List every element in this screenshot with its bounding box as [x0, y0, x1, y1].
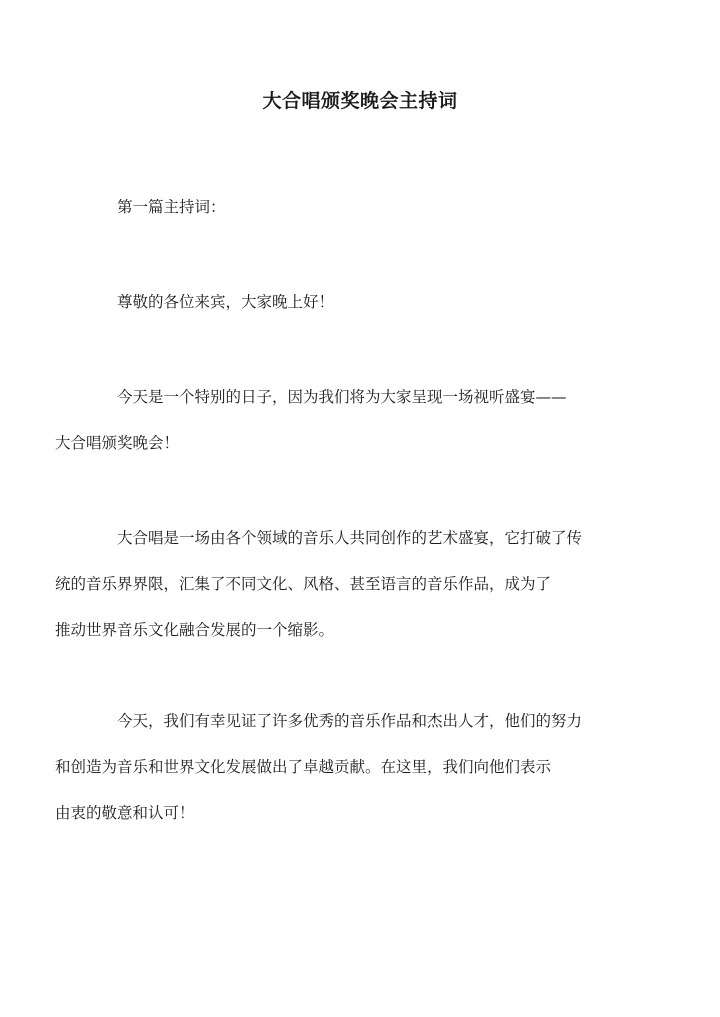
paragraph-line: 第一篇主持词： — [117, 198, 226, 216]
paragraph-line: 今天，我们有幸见证了许多优秀的音乐作品和杰出人才，他们的努力 — [117, 712, 583, 730]
paragraph-line: 由衷的敬意和认可！ — [55, 804, 195, 822]
paragraph-description — [55, 515, 646, 653]
paragraph-line: 统的音乐界界限，汇集了不同文化、风格、甚至语言的音乐作品，成为了 — [55, 575, 552, 593]
paragraph-line: 尊敬的各位来宾，大家晚上好！ — [117, 293, 335, 311]
document-title: 大合唱颁奖晚会主持词 — [262, 90, 458, 112]
paragraph-line: 推动世界音乐文化融合发展的一个缩影。 — [55, 621, 335, 639]
paragraph-intro — [55, 374, 646, 466]
paragraph-line: 今天是一个特别的日子，因为我们将为大家呈现一场视听盛宴—— — [117, 388, 567, 406]
paragraph-line: 大合唱是一场由各个领域的音乐人共同创作的艺术盛宴，它打破了传 — [117, 529, 583, 547]
paragraph-greeting — [86, 279, 646, 325]
paragraph-line: 和创造为音乐和世界文化发展做出了卓越贡献。在这里，我们向他们表示 — [55, 758, 552, 776]
paragraph-line: 大合唱颁奖晚会！ — [55, 434, 180, 452]
paragraph-tribute — [55, 698, 646, 836]
paragraph-heading — [86, 184, 646, 230]
